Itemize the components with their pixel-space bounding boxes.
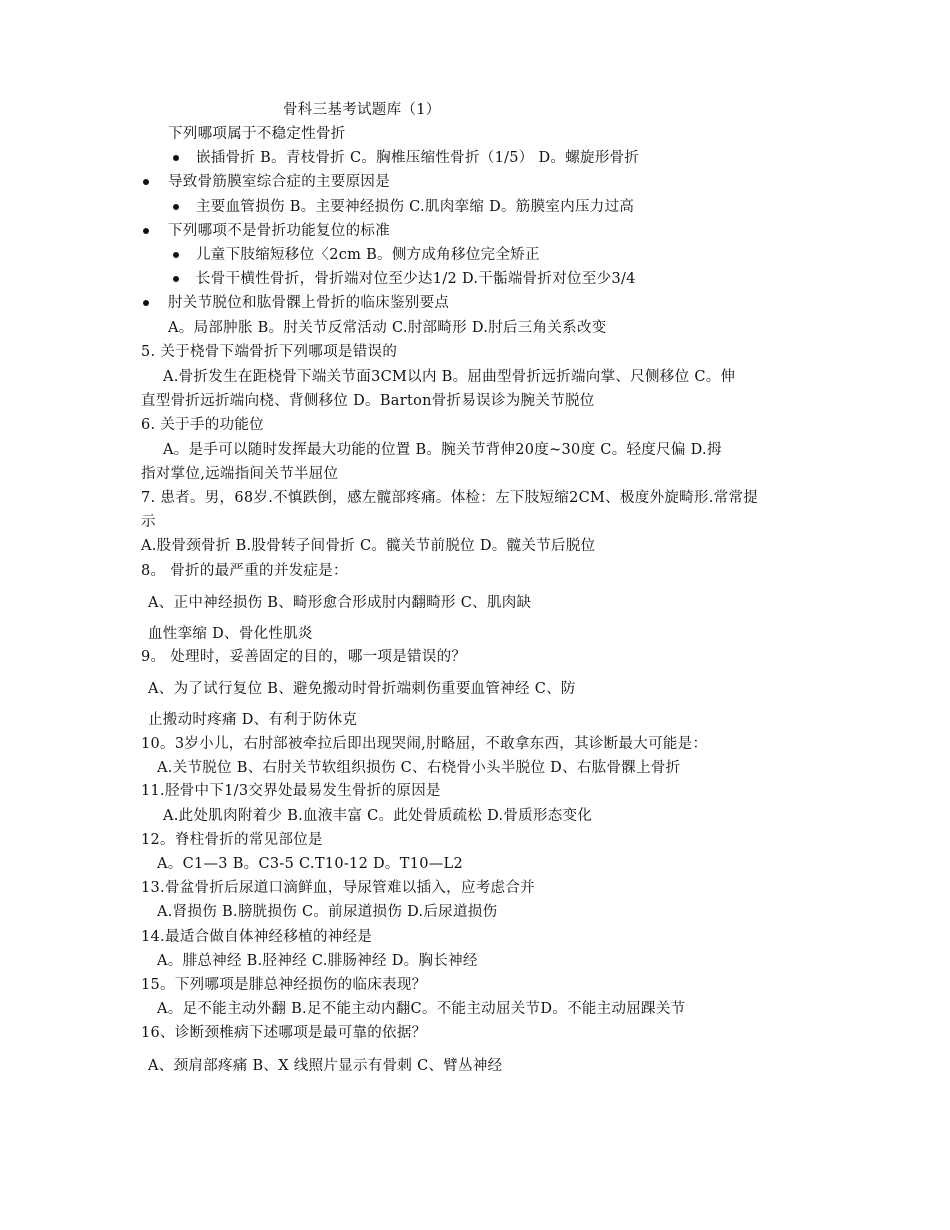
question-8-options-2: 血性挛缩 D、骨化性肌炎 (148, 626, 313, 642)
bullet-icon (173, 276, 179, 282)
question-12-options: A。C1—3 B。C3-5 C.T10-12 D。T10—L2 (157, 856, 464, 872)
question-7-options: A.股骨颈骨折 B.股骨转子间骨折 C。髋关节前脱位 D。髋关节后脱位 (141, 538, 596, 554)
bullet-icon (173, 155, 179, 161)
question-3-options-1: 儿童下肢缩短移位〈2cm B。侧方成角移位完全矫正 (196, 247, 540, 263)
question-8: 8。 骨折的最严重的并发症是： (141, 563, 348, 579)
question-5-options-2: 直型骨折远折端向桡、背侧移位 D。Barton骨折易误诊为腕关节脱位 (141, 393, 595, 409)
question-6-options-1: A。是手可以随时发挥最大功能的位置 B。腕关节背伸20度~30度 C。轻度尺偏 D.拇 (163, 442, 722, 458)
question-9: 9。 处理时，妥善固定的目的，哪一项是错误的？ (141, 649, 467, 665)
question-3-options-2: 长骨干横性骨折，骨折端对位至少达1/2 D.干骺端骨折对位至少3/4 (196, 271, 636, 287)
question-15: 15。下列哪项是腓总神经损伤的临床表现？ (141, 977, 427, 993)
question-6: 6. 关于手的功能位 (141, 417, 264, 433)
question-7: 7. 患者。男，68岁.不慎跌倒，感左髋部疼痛。体检：左下肢短缩2CM、极度外旋畸形.常常提 (141, 490, 759, 506)
question-7-continuation: 示 (141, 514, 156, 530)
bullet-icon (173, 204, 179, 210)
question-13: 13.骨盆骨折后尿道口滴鲜血，导尿管难以插入，应考虑合并 (141, 880, 535, 896)
question-1-options: 嵌插骨折 B。青枝骨折 C。胸椎压缩性骨折（1/5） D。螺旋形骨折 (196, 150, 640, 166)
bullet-icon (143, 228, 149, 234)
bullet-icon (143, 300, 149, 306)
question-4: 肘关节脱位和肱骨髁上骨折的临床鉴别要点 (168, 295, 450, 311)
document-title: 骨科三基考试题库（1） (283, 102, 441, 118)
question-5-options-1: A.骨折发生在距桡骨下端关节面3CM以内 B。屈曲型骨折远折端向掌、尺侧移位 C。伸 (163, 369, 736, 385)
question-5: 5. 关于桡骨下端骨折下列哪项是错误的 (141, 344, 398, 360)
question-8-options-1: A、正中神经损伤 B、畸形愈合形成肘内翻畸形 C、肌肉缺 (148, 595, 532, 611)
question-4-options: A。局部肿胀 B。肘关节反常活动 C.肘部畸形 D.肘后三角关系改变 (168, 320, 607, 336)
question-9-options-2: 止搬动时疼痛 D、有利于防休克 (148, 712, 358, 728)
bullet-icon (173, 252, 179, 258)
question-16-options: A、颈肩部疼痛 B、X 线照片显示有骨刺 C、臂丛神经 (148, 1058, 503, 1074)
question-10-options: A.关节脱位 B、右肘关节软组织损伤 C、右桡骨小头半脱位 D、右肱骨髁上骨折 (157, 760, 681, 776)
question-15-options: A。足不能主动外翻 B.足不能主动内翻C。不能主动屈关节D。不能主动屈踝关节 (157, 1001, 686, 1017)
question-3: 下列哪项不是骨折功能复位的标准 (168, 223, 390, 239)
question-13-options: A.肾损伤 B.膀胱损伤 C。前尿道损伤 D.后尿道损伤 (157, 904, 498, 920)
question-2: 导致骨筋膜室综合症的主要原因是 (168, 174, 390, 190)
question-14: 14.最适合做自体神经移植的神经是 (141, 929, 373, 945)
question-12: 12。脊柱骨折的常见部位是 (141, 832, 323, 848)
question-10: 10。3岁小儿，右肘部被牵拉后即出现哭闹,肘略屈，不敢拿东西，其诊断最大可能是： (141, 736, 708, 752)
question-2-options: 主要血管损伤 B。主要神经损伤 C.肌肉挛缩 D。筋膜室内压力过高 (196, 199, 635, 215)
question-11: 11.胫骨中下1/3交界处最易发生骨折的原因是 (141, 783, 441, 799)
question-6-options-2: 指对掌位,远端指间关节半屈位 (141, 466, 339, 482)
question-14-options: A。腓总神经 B.胫神经 C.腓肠神经 D。胸长神经 (157, 953, 478, 969)
question-16: 16、诊断颈椎病下述哪项是最可靠的依据？ (141, 1025, 427, 1041)
bullet-icon (143, 179, 149, 185)
question-11-options: A.此处肌肉附着少 B.血液丰富 C。此处骨质疏松 D.骨质形态变化 (163, 808, 593, 824)
question-9-options-1: A、为了试行复位 B、避免搬动时骨折端刺伤重要血管神经 C、防 (148, 681, 576, 697)
question-1: 下列哪项属于不稳定性骨折 (168, 126, 346, 142)
